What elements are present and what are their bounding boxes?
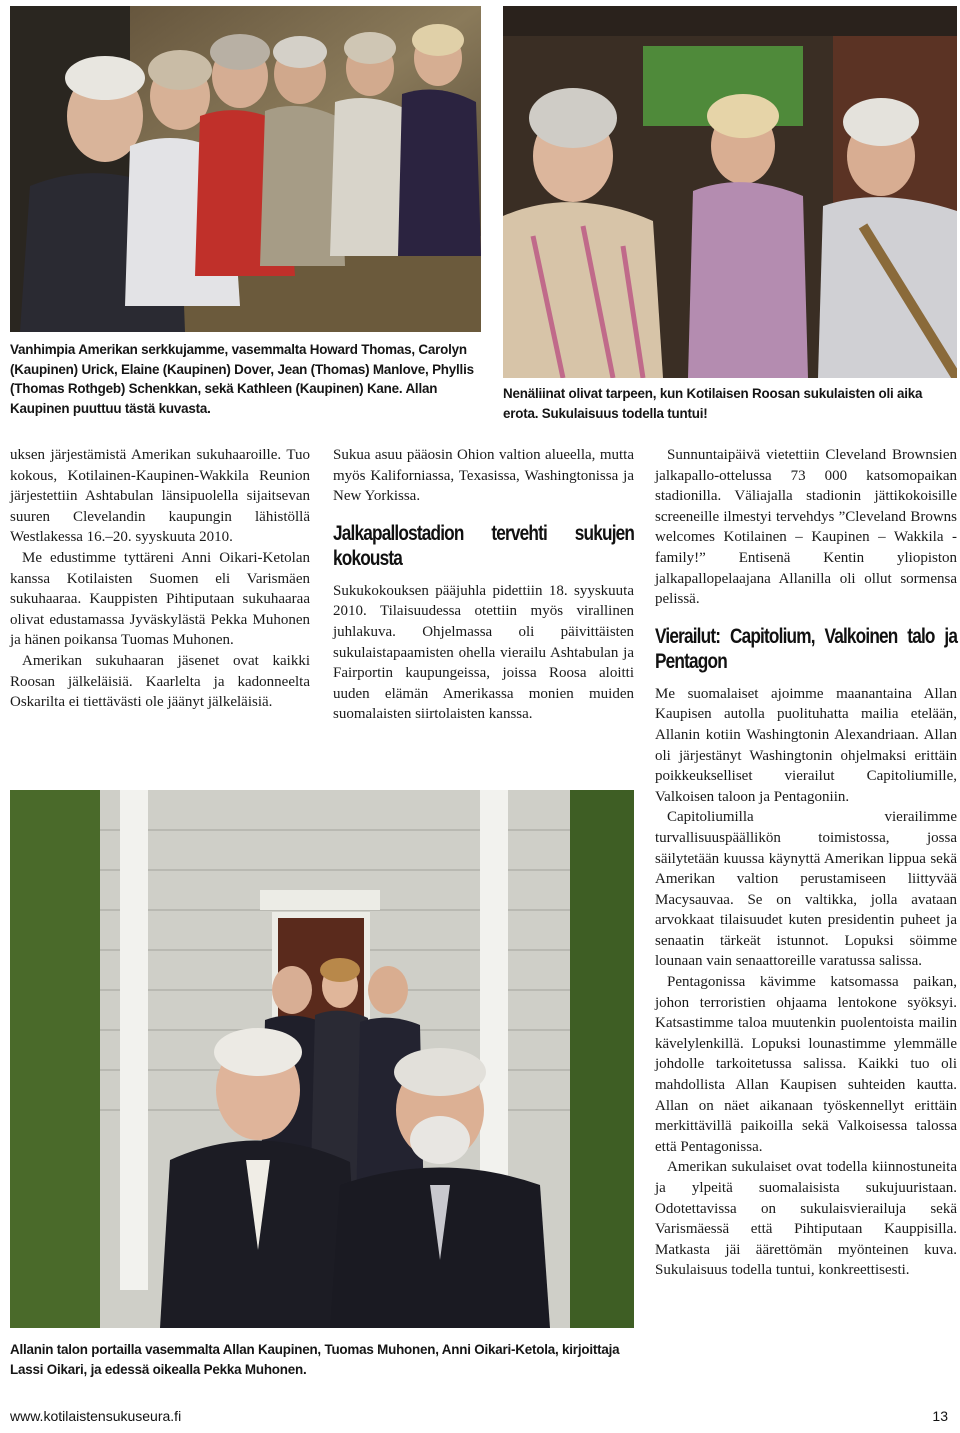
article-column-1 [10, 445, 310, 713]
paragraph: uksen järjestämistä Amerikan sukuhaaroille. Tuo kokous, Kotilainen-Kaupinen-Wakkila Reunion järjestettiin Ashtabulan länsipuolella sijaitsevan suuren Clevelandin kaupungin lähistöllä Westlakessa 16.–20. syyskuuta 2010. [10, 447, 310, 546]
article-column-2 [333, 445, 634, 725]
photo-farewell [503, 6, 957, 378]
caption-photo-farewell: Nenäliinat olivat tarpeen, kun Kotilaisen Roosan sukulaisten oli aika erota. Sukulaisuus todella tuntui! [503, 386, 923, 421]
footer-url: www.kotilaistensukuseura.fi [10, 1408, 182, 1424]
paragraph: Sukua asuu pääosin Ohion valtion alueella, mutta myös Kaliforniassa, Texasissa, Washingtonissa ja New Yorkissa. [333, 447, 634, 505]
paragraph: Me edustimme tyttäreni Anni Oikari-Ketolan kanssa Kotilaisten Suomen eli Varismäen sukuhaaraa. Kauppisten Pihtiputaan sukuhaaraa olivat edustamassa Jyväskylästä Pekka Muhonen ja hänen poikansa Tuomas Muhonen. [10, 549, 310, 649]
section-heading: Vierailut: Capitolium, Valkoinen talo ja Pentagon [655, 624, 958, 673]
photo-house-steps-illustration [10, 790, 634, 1328]
paragraph: Sukukokouksen pääjuhla pidettiin 18. syyskuuta 2010. Tilaisuudessa otettiin myös virallinen juhlakuva. Ohjelmassa oli päivittäisten sukulaistapaamisten ohella vierailu Ashtabulan ja Fairportin kaupungeissa, joissa Roosa aloitti uuden elämän Amerikassa monien muiden suomalaisten siirtolaisten kanssa. [333, 582, 634, 723]
article-column-3 [655, 445, 957, 1281]
section-heading: Jalkapallostadion tervehti sukujen kokousta [333, 521, 635, 570]
page-number: 13 [932, 1408, 948, 1424]
photo-farewell-illustration [503, 6, 957, 378]
caption-photo-seated-elders: Vanhimpia Amerikan serkkujamme, vasemmalta Howard Thomas, Carolyn (Kaupinen) Urick, Elaine (Kaupinen) Dover, Jean (Thomas) Manlove, Phyllis (Thomas Rothgeb) Schenkkan, sekä Kathleen (Kaupinen) Kane. Allan Kaupinen puuttuu tästä kuvasta. [10, 342, 474, 416]
photo-house-steps [10, 790, 634, 1328]
paragraph: Capitoliumilla vierailimme turvallisuuspäällikön toimistossa, jossa säilytetään kuussa käynyttä Amerikan lippua sekä Amerikan valtion perustamiseen liittyvää Macysauvaa. Se on valtikka, jolla avataan arvokkaat tilaisuudet kuten presidentin puheet ja senaatin tärkeät istunnot. Lopuksi söimme lounaan vain senaattoreille varatussa salissa. [655, 809, 957, 970]
paragraph: Sunnuntaipäivä vietettiin Cleveland Brownsien jalkapallo-ottelussa 73 000 katsomopaikan stadionilla. Väliajalla stadionin jättikokoisille screeneille ilmestyi tervehdys ”Cleveland Browns welcomes Kotilainen – Kaupinen – Wakkila -family!” Entisenä Kentin yliopiston jalkapallopelaajana Allanilla oli ollut sormensa pelissä. [655, 447, 957, 608]
photo-seated-elders-illustration [10, 6, 481, 332]
caption-photo-house-steps: Allanin talon portailla vasemmalta Allan Kaupinen, Tuomas Muhonen, Anni Oikari-Ketola, kirjoittaja Lassi Oikari, ja edessä oikealla Pekka Muhonen. [10, 1342, 620, 1377]
photo-seated-elders [10, 6, 481, 332]
paragraph: Me suomalaiset ajoimme maanantaina Allan Kaupisen autolla puolituhatta mailia etelään, Allanin kotiin Washingtonin Alexandriaan. Allan oli järjestänyt Washingtonin ohjelmaksi erittäin poikkeukselliset vierailut Capitoliumille, Valkoisen taloon ja Pentagoniin. [655, 685, 957, 805]
paragraph: Pentagonissa kävimme katsomassa paikan, johon terroristien ohjaama lentokone syöksyi. Katsastimme taloa muutenkin puolentoista mailin kävelylenkillä. Lopuksi lounastimme ylemmälle johdolle tarkoitetussa salissa. Kaikki tuo oli mahdollista Allan Kaupisen suhteiden kautta. Allan on näet aikanaan työskennellyt erittäin merkittävillä paikoilla sekä Valkoisessa talossa että Pentagonissa. [655, 974, 957, 1155]
paragraph: Amerikan sukuhaaran jäsenet ovat kaikki Roosan jälkeläisiä. Kaarlelta ja kadonneelta Oskarilta ei tiettävästi ole jäänyt jälkeläisiä. [10, 652, 310, 711]
paragraph: Amerikan sukulaiset ovat todella kiinnostuneita ja ylpeitä suomalaisista sukujuuristaan. Odotettavissa on sukulaisvierailuja sekä Varismäessä että Pihtiputaan Kauppisilla. Matkasta jäi äärettömän myönteinen kuva. Sukulaisuus todella tuntui, konkreettisesti. [655, 1159, 957, 1279]
